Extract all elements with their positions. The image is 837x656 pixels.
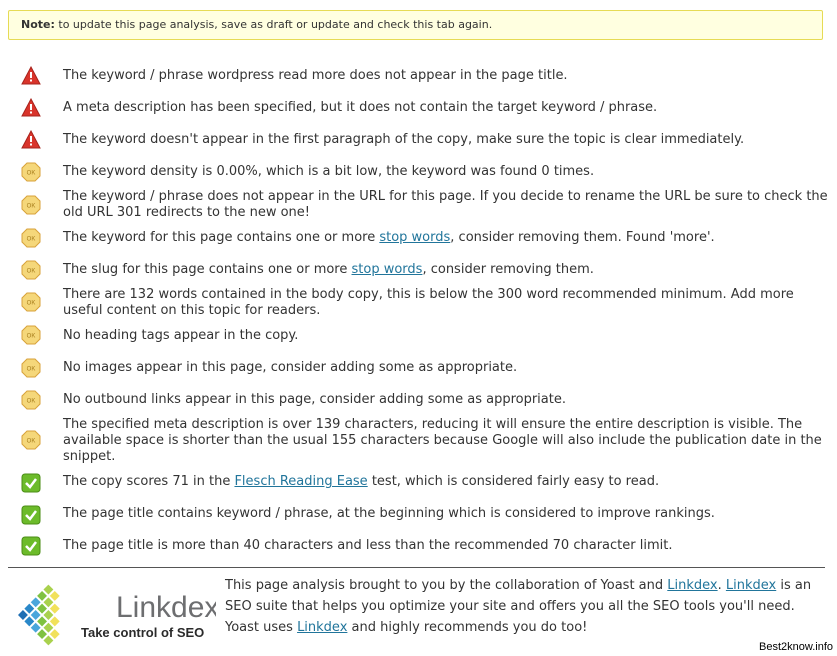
- ok-badge-icon: [21, 292, 41, 312]
- linkdex-logo[interactable]: [16, 577, 216, 647]
- analysis-text-segment: No outbound links appear in this page, consider adding some as appropriate.: [63, 392, 566, 407]
- analysis-text-segment: The specified meta description is over 139 characters, reducing it will ensure the entire description is visible. The available space is shorter than the usual 155 characters because Google will also include the publication date in the snippet.: [63, 417, 822, 464]
- analysis-text: [63, 262, 828, 278]
- analysis-text-segment: The copy scores 71 in the: [63, 474, 235, 489]
- analysis-text-segment: The keyword / phrase wordpress read more does not appear in the page title.: [63, 68, 568, 83]
- linkdex-link[interactable]: Linkdex: [725, 578, 777, 593]
- ok-badge-label: OK: [26, 398, 36, 405]
- logo-tagline: Take control of SEO: [81, 625, 205, 640]
- warning-icon: [21, 66, 41, 86]
- analysis-text-segment: The page title is more than 40 characters and less than the recommended 70 character limit.: [63, 538, 673, 553]
- ok-badge-label: OK: [26, 203, 36, 210]
- note-text: to update this page analysis, save as draft or update and check this tab again.: [58, 18, 493, 31]
- warning-icon: [21, 98, 41, 118]
- ok-badge-icon: [21, 325, 41, 345]
- analysis-text: [63, 230, 828, 246]
- linkdex-logo-mark-icon: [16, 577, 216, 647]
- analysis-text-segment: There are 132 words contained in the body copy, this is below the 300 word recommended minimum. Add more useful content on this topic for readers.: [63, 287, 794, 318]
- footer-text-segment: .: [717, 578, 726, 593]
- analysis-link[interactable]: Flesch Reading Ease: [234, 474, 368, 489]
- footer-text-segment: and highly recommends you do too!: [347, 620, 588, 635]
- analysis-text: [63, 189, 828, 221]
- linkdex-link[interactable]: Linkdex: [667, 578, 718, 593]
- ok-badge-label: OK: [26, 268, 36, 275]
- analysis-text: [63, 360, 828, 376]
- ok-badge-icon: [21, 390, 41, 410]
- ok-badge-label: OK: [26, 333, 36, 340]
- analysis-text-segment: No heading tags appear in the copy.: [63, 328, 299, 343]
- note-banner: [8, 10, 823, 40]
- logo-name: Linkdex: [116, 591, 216, 624]
- analysis-text-segment: , consider removing them. Found 'more'.: [450, 230, 715, 245]
- analysis-text-segment: , consider removing them.: [422, 262, 594, 277]
- ok-badge-label: OK: [26, 236, 36, 243]
- analysis-link[interactable]: stop words: [379, 230, 451, 245]
- warning-icon: [21, 130, 41, 150]
- analysis-text: [63, 100, 828, 116]
- analysis-text: [63, 506, 828, 522]
- analysis-link[interactable]: stop words: [351, 262, 423, 277]
- ok-badge-icon: [21, 162, 41, 182]
- ok-badge-icon: [21, 228, 41, 248]
- watermark: Best2know.info: [759, 641, 833, 653]
- analysis-text-segment: The keyword doesn't appear in the first paragraph of the copy, make sure the topic is clear immediately.: [63, 132, 745, 147]
- analysis-text-segment: The keyword for this page contains one or more: [63, 230, 380, 245]
- ok-badge-icon: [21, 260, 41, 280]
- analysis-text: [63, 328, 828, 344]
- footer-text: [225, 575, 825, 638]
- check-icon: [21, 473, 41, 493]
- analysis-text: [63, 392, 828, 408]
- linkdex-link[interactable]: Linkdex: [297, 620, 348, 635]
- analysis-text-segment: The keyword density is 0.00%, which is a bit low, the keyword was found 0 times.: [63, 164, 595, 179]
- footer-text-segment: is an SEO suite that helps you optimize your site and offers you all the SEO tools you'll need. Yoast uses: [225, 578, 812, 635]
- analysis-text-segment: No images appear in this page, consider adding some as appropriate.: [63, 360, 518, 375]
- ok-badge-icon: [21, 195, 41, 215]
- ok-badge-label: OK: [26, 366, 36, 373]
- analysis-text: [63, 287, 828, 319]
- ok-badge-icon: [21, 430, 41, 450]
- ok-badge-icon: [21, 358, 41, 378]
- analysis-text: [63, 164, 828, 180]
- divider: [8, 567, 825, 568]
- analysis-text: [63, 132, 828, 148]
- analysis-text: [63, 538, 828, 554]
- note-label: Note:: [21, 18, 55, 31]
- check-icon: [21, 505, 41, 525]
- analysis-text-segment: The slug for this page contains one or more: [63, 262, 352, 277]
- analysis-text: [63, 68, 828, 84]
- footer-text-segment: This page analysis brought to you by the collaboration of Yoast and: [225, 578, 668, 593]
- analysis-text: [63, 417, 828, 465]
- analysis-text: [63, 474, 828, 490]
- analysis-text-segment: The page title contains keyword / phrase, at the beginning which is considered to improve rankings.: [63, 506, 715, 521]
- analysis-text-segment: The keyword / phrase does not appear in the URL for this page. If you decide to rename the URL be sure to check the old URL 301 redirects to the new one!: [63, 189, 828, 220]
- ok-badge-label: OK: [26, 438, 36, 445]
- analysis-text-segment: A meta description has been specified, but it does not contain the target keyword / phrase.: [63, 100, 658, 115]
- analysis-text-segment: test, which is considered fairly easy to read.: [367, 474, 660, 489]
- check-icon: [21, 536, 41, 556]
- ok-badge-label: OK: [26, 170, 36, 177]
- ok-badge-label: OK: [26, 300, 36, 307]
